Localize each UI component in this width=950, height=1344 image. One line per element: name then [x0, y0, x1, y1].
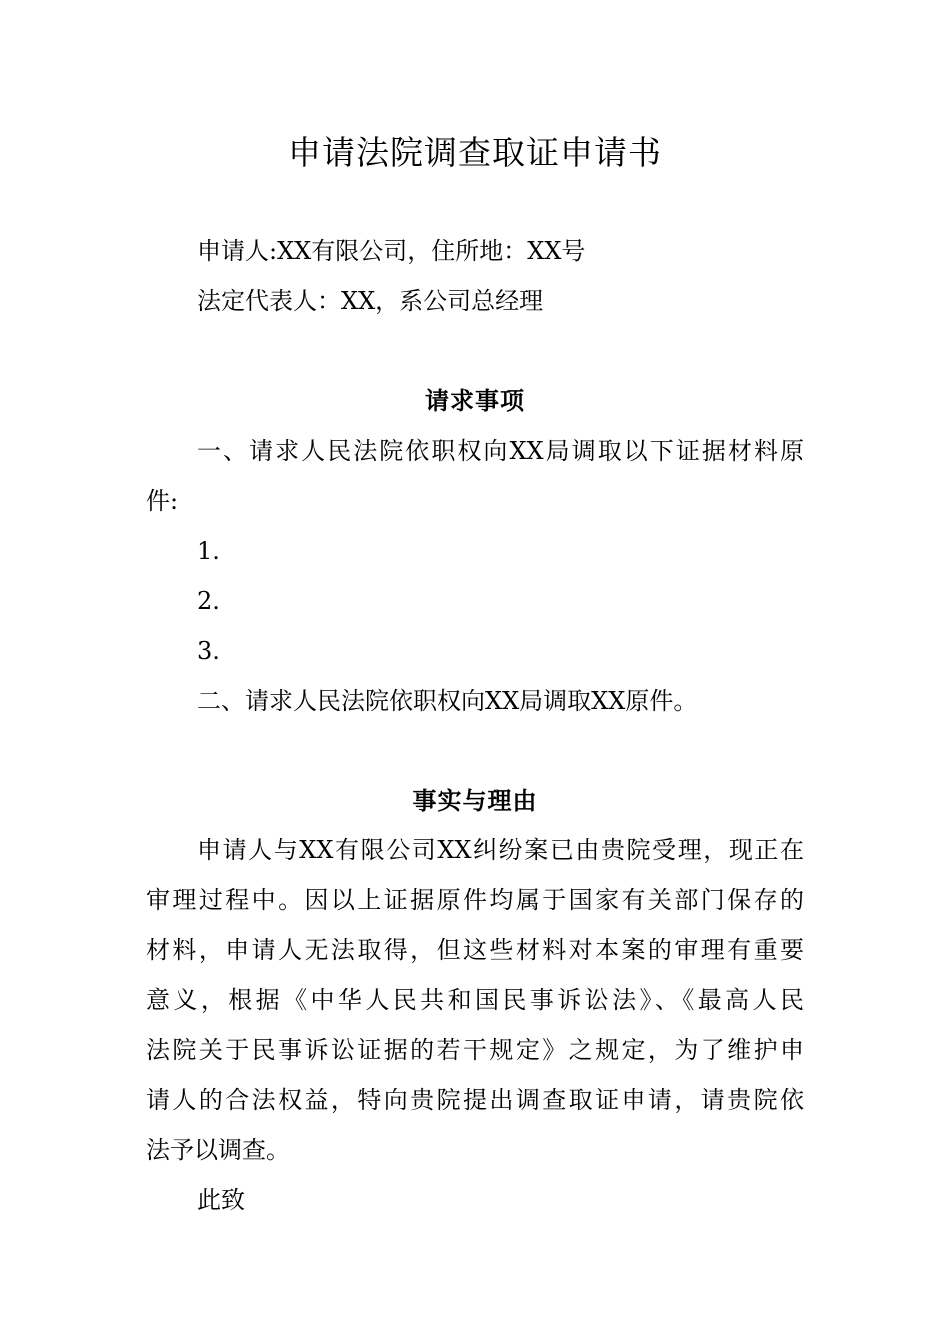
- facts-heading: 事实与理由: [412, 786, 538, 815]
- request-subitem-2: 2.: [197, 587, 220, 615]
- document-title: 申请法院调查取证申请书: [288, 133, 662, 172]
- facts-paragraph-line: 法院关于民事诉讼证据的若干规定》之规定，为了维护申: [146, 1036, 804, 1064]
- request-item-1-line-1: 一、请求人民法院依职权向XX局调取以下证据材料原: [197, 437, 804, 465]
- closing-line: 此致: [197, 1186, 245, 1214]
- request-subitem-3: 3.: [197, 637, 220, 665]
- facts-paragraph-line: 材料，申请人无法取得，但这些材料对本案的审理有重要: [146, 936, 804, 964]
- request-item-1-line-2: 件:: [146, 487, 179, 515]
- facts-paragraph-line: 意义，根据《中华人民共和国民事诉讼法》、《最高人民: [146, 986, 804, 1014]
- representative-line: 法定代表人：XX，系公司总经理: [197, 287, 544, 315]
- request-item-2: 二、请求人民法院依职权向XX局调取XX原件。: [197, 687, 698, 715]
- applicant-line: 申请人:XX有限公司，住所地：XX号: [197, 237, 586, 265]
- requests-heading: 请求事项: [425, 386, 525, 415]
- facts-paragraph-line: 法予以调查。: [146, 1136, 290, 1164]
- request-subitem-1: 1.: [197, 537, 220, 565]
- facts-paragraph-line: 请人的合法权益，特向贵院提出调查取证申请，请贵院依: [146, 1086, 804, 1114]
- facts-paragraph-line: 审理过程中。因以上证据原件均属于国家有关部门保存的: [146, 886, 804, 914]
- facts-paragraph-line: 申请人与XX有限公司XX纠纷案已由贵院受理，现正在: [197, 836, 804, 864]
